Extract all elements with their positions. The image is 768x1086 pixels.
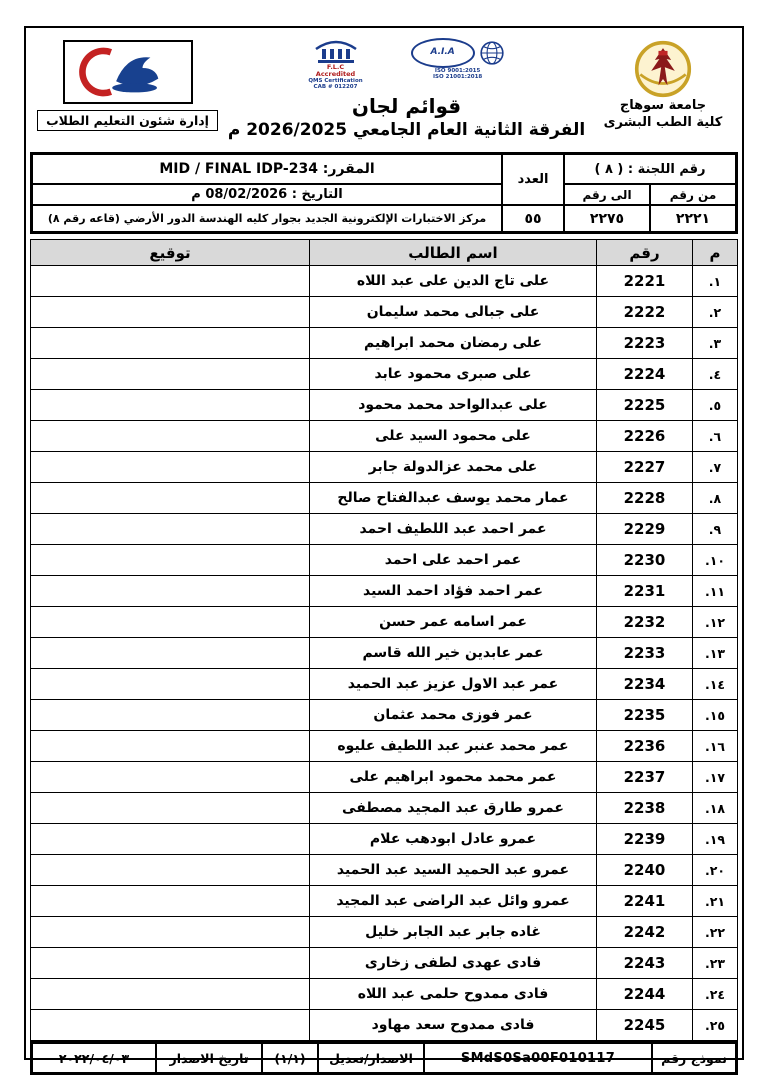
faculty-name: كلية الطب البشرى	[603, 114, 723, 130]
from-number-value: ٢٢٢١	[650, 205, 736, 232]
student-row	[31, 669, 738, 700]
issue-revision-label: الاصدار/تعديل	[318, 1043, 424, 1073]
student-name: عمر عابدين خير الله قاسم	[310, 638, 597, 669]
student-seat-number: 2242	[597, 917, 693, 948]
student-name: عمرو عبد الحميد السيد عبد الحميد	[310, 855, 597, 886]
form-number-label: نموذج رقم	[652, 1043, 736, 1073]
sohag-university-emblem-icon	[634, 40, 692, 98]
student-row	[31, 266, 738, 297]
accreditation-1-title: Accredited	[315, 70, 356, 79]
student-name: عمرو طارق عبد المجيد مصطفى	[310, 793, 597, 824]
student-serial: ٦.	[693, 421, 738, 452]
student-serial: ٢١.	[693, 886, 738, 917]
student-seat-number: 2243	[597, 948, 693, 979]
header-center	[225, 32, 588, 140]
students-table	[30, 239, 738, 1041]
student-row	[31, 359, 738, 390]
signature-cell	[31, 266, 310, 297]
student-row	[31, 762, 738, 793]
administration-emblem-box	[63, 40, 193, 104]
signature-cell	[31, 855, 310, 886]
student-name: عمر فوزى محمد عثمان	[310, 700, 597, 731]
student-row	[31, 607, 738, 638]
university-block	[588, 32, 738, 132]
administration-block	[30, 32, 225, 131]
student-row	[31, 979, 738, 1010]
from-number-label: من رقم	[650, 184, 736, 205]
student-serial: ٢٤.	[693, 979, 738, 1010]
form-code: SMdS0Sa00F010117	[424, 1043, 652, 1073]
student-seat-number: 2233	[597, 638, 693, 669]
student-seat-number: 2224	[597, 359, 693, 390]
student-serial: ١٣.	[693, 638, 738, 669]
student-serial: ١.	[693, 266, 738, 297]
signature-cell	[31, 669, 310, 700]
administration-caption: إدارة شئون التعليم الطلاب	[37, 110, 218, 131]
student-row	[31, 514, 738, 545]
issue-revision-value: (١/١)	[262, 1043, 318, 1073]
student-name: عمر عبد الاول عزيز عبد الحميد	[310, 669, 597, 700]
student-row	[31, 731, 738, 762]
course-name: المقرر: MID / FINAL IDP-234	[32, 154, 502, 184]
student-serial: ١١.	[693, 576, 738, 607]
student-serial: ١٧.	[693, 762, 738, 793]
student-seat-number: 2228	[597, 483, 693, 514]
to-number-value: ٢٢٧٥	[564, 205, 650, 232]
student-name: على رمضان محمد ابراهيم	[310, 328, 597, 359]
student-serial: ١٨.	[693, 793, 738, 824]
student-name: على تاج الدين على عبد اللاه	[310, 266, 597, 297]
page-title: قوائم لجان	[351, 94, 462, 118]
student-seat-number: 2234	[597, 669, 693, 700]
student-serial: ٢٣.	[693, 948, 738, 979]
student-name: غاده جابر عبد الجابر خليل	[310, 917, 597, 948]
student-row	[31, 1010, 738, 1041]
student-row	[31, 886, 738, 917]
count-label: العدد	[502, 154, 564, 205]
committee-number: رقم اللجنة : ( ٨ )	[564, 154, 736, 184]
student-seat-number: 2235	[597, 700, 693, 731]
accreditation-logo-1	[308, 38, 362, 90]
accreditation-logos	[308, 38, 504, 90]
exam-info-table	[30, 152, 738, 234]
student-serial: ٤.	[693, 359, 738, 390]
signature-cell	[31, 762, 310, 793]
student-seat-number: 2226	[597, 421, 693, 452]
student-serial: ١٥.	[693, 700, 738, 731]
form-footer	[30, 1041, 738, 1075]
student-row	[31, 855, 738, 886]
student-seat-number: 2244	[597, 979, 693, 1010]
signature-cell	[31, 390, 310, 421]
globe-icon	[479, 40, 505, 66]
student-serial: ٨.	[693, 483, 738, 514]
signature-cell	[31, 948, 310, 979]
signature-cell	[31, 731, 310, 762]
student-seat-number: 2230	[597, 545, 693, 576]
student-row	[31, 452, 738, 483]
student-seat-number: 2240	[597, 855, 693, 886]
student-seat-number: 2223	[597, 328, 693, 359]
header-number: رقم	[597, 240, 693, 266]
student-row	[31, 793, 738, 824]
student-serial: ٢.	[693, 297, 738, 328]
to-number-label: الى رقم	[564, 184, 650, 205]
signature-cell	[31, 607, 310, 638]
signature-cell	[31, 886, 310, 917]
student-row	[31, 421, 738, 452]
student-row	[31, 576, 738, 607]
student-row	[31, 824, 738, 855]
issue-date-value: ٢٠٢٢/٠٤/٠٣	[32, 1043, 156, 1073]
signature-cell	[31, 545, 310, 576]
student-row	[31, 948, 738, 979]
table-header-row	[31, 240, 738, 266]
student-name: فادى عهدى لطفى زخارى	[310, 948, 597, 979]
signature-cell	[31, 793, 310, 824]
signature-cell	[31, 979, 310, 1010]
student-row	[31, 917, 738, 948]
student-name: على جبالى محمد سليمان	[310, 297, 597, 328]
student-name: عمر محمد عنبر عبد اللطيف عليوه	[310, 731, 597, 762]
student-row	[31, 328, 738, 359]
student-name: عمرو وائل عبد الراضى عبد المجيد	[310, 886, 597, 917]
student-row	[31, 483, 738, 514]
student-seat-number: 2221	[597, 266, 693, 297]
student-serial: ١٠.	[693, 545, 738, 576]
student-seat-number: 2236	[597, 731, 693, 762]
accreditation-building-icon	[312, 38, 360, 64]
accreditation-2-oval-row	[411, 38, 505, 68]
student-name: عمر محمد محمود ابراهيم على	[310, 762, 597, 793]
student-seat-number: 2241	[597, 886, 693, 917]
student-row	[31, 297, 738, 328]
university-name: جامعة سوهاج	[619, 98, 707, 113]
header-student-name: اسم الطالب	[310, 240, 597, 266]
student-name: فادى ممدوح سعد مهاود	[310, 1010, 597, 1041]
signature-cell	[31, 1010, 310, 1041]
student-name: على صبرى محمود عابد	[310, 359, 597, 390]
signature-cell	[31, 917, 310, 948]
student-serial: ٢٢.	[693, 917, 738, 948]
student-seat-number: 2239	[597, 824, 693, 855]
student-serial: ٥.	[693, 390, 738, 421]
accreditation-2-line2: ISO 21001:2018	[433, 74, 483, 81]
issue-date-label: تاريخ الاصدار	[156, 1043, 262, 1073]
student-serial: ٢٥.	[693, 1010, 738, 1041]
administration-emblem-icon	[76, 43, 180, 101]
accreditation-2-line1: ISO 9001:2015	[434, 68, 481, 74]
page-frame	[24, 26, 744, 1066]
accreditation-1-line2: CAB # 012207	[313, 84, 358, 91]
document-header	[30, 32, 738, 152]
student-name: عمر اسامه عمر حسن	[310, 607, 597, 638]
student-seat-number: 2229	[597, 514, 693, 545]
aia-oval-logo: A.I.A	[411, 38, 475, 68]
students-table-body	[31, 266, 738, 1041]
signature-cell	[31, 514, 310, 545]
signature-cell	[31, 700, 310, 731]
signature-cell	[31, 824, 310, 855]
student-seat-number: 2238	[597, 793, 693, 824]
student-name: عمرو عادل ابودهب علام	[310, 824, 597, 855]
student-serial: ١٤.	[693, 669, 738, 700]
signature-cell	[31, 359, 310, 390]
signature-cell	[31, 328, 310, 359]
accreditation-1-top-text: F.L.C	[326, 63, 345, 71]
student-serial: ٧.	[693, 452, 738, 483]
student-seat-number: 2237	[597, 762, 693, 793]
student-seat-number: 2232	[597, 607, 693, 638]
student-row	[31, 700, 738, 731]
accreditation-logo-2	[411, 38, 505, 80]
student-seat-number: 2245	[597, 1010, 693, 1041]
student-name: عمر احمد فؤاد احمد السيد	[310, 576, 597, 607]
signature-cell	[31, 638, 310, 669]
student-serial: ١٦.	[693, 731, 738, 762]
exam-date: التاريخ : 08/02/2026 م	[32, 184, 502, 205]
student-serial: ٢٠.	[693, 855, 738, 886]
exam-location: مركز الاختبارات الإلكترونية الجديد بجوار كليه الهندسة الدور الأرضي (قاعه رقم ٨)	[32, 205, 502, 232]
signature-cell	[31, 297, 310, 328]
student-name: عمر احمد على احمد	[310, 545, 597, 576]
student-name: عمار محمد يوسف عبدالفتاح صالح	[310, 483, 597, 514]
student-seat-number: 2227	[597, 452, 693, 483]
student-serial: ١٢.	[693, 607, 738, 638]
header-serial: م	[693, 240, 738, 266]
student-name: على محمد عزالدولة جابر	[310, 452, 597, 483]
signature-cell	[31, 421, 310, 452]
student-row	[31, 390, 738, 421]
student-name: على عبدالواحد محمد محمود	[310, 390, 597, 421]
signature-cell	[31, 576, 310, 607]
student-name: عمر احمد عبد اللطيف احمد	[310, 514, 597, 545]
student-name: فادى ممدوح حلمى عبد اللاه	[310, 979, 597, 1010]
student-row	[31, 545, 738, 576]
student-serial: ٣.	[693, 328, 738, 359]
page-subtitle: الفرقة الثانية العام الجامعي 2026/2025 م	[227, 120, 586, 140]
count-value: ٥٥	[502, 205, 564, 232]
signature-cell	[31, 452, 310, 483]
header-signature: توقيع	[31, 240, 310, 266]
signature-cell	[31, 483, 310, 514]
student-seat-number: 2231	[597, 576, 693, 607]
student-row	[31, 638, 738, 669]
student-serial: ١٩.	[693, 824, 738, 855]
student-name: على محمود السيد على	[310, 421, 597, 452]
accreditation-1-line1: QMS Certification	[308, 78, 363, 85]
student-seat-number: 2222	[597, 297, 693, 328]
student-seat-number: 2225	[597, 390, 693, 421]
student-serial: ٩.	[693, 514, 738, 545]
